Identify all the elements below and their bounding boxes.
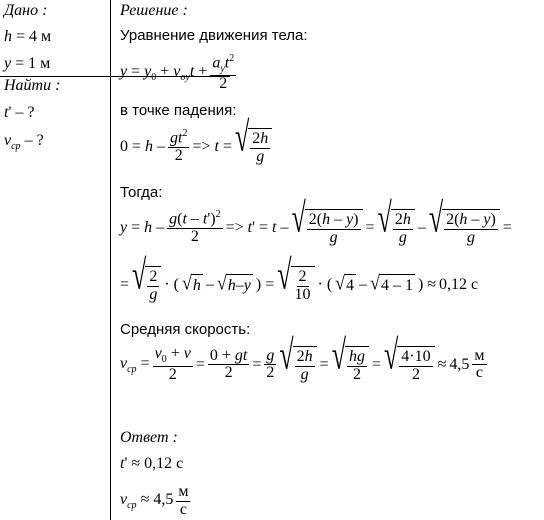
then-text: Тогда: <box>120 184 163 201</box>
eq-avg: $v_{ср}$ = $\frac{v_0 + v}{2}$ = $\frac{0 + gt}{2}$ = $\frac{g}{2}$ √ $\frac{2h}{g}$ = √ $\frac{hg}{2}$ = √ $\frac{4\cdot 10}{2}$ ≈ 4,5 $\frac{м}{с}$ <box>120 331 485 383</box>
motion-text: Уравнение движения тела: <box>120 27 308 44</box>
eq-then-2: = √ $\frac{2}{g}$ · ( √ h – √ h – y ) = √ $\frac{2}{10}$ · ( √ 4 – √ 4 – 1 ) ≈ 0,12 с <box>120 251 479 303</box>
given-title: Дано : <box>4 2 48 19</box>
solution-title: Решение : <box>120 2 188 19</box>
unit-m: м <box>474 346 485 364</box>
given-h: h = 4 м <box>4 28 52 45</box>
unit-s: с <box>475 364 484 382</box>
eq-then-1: y = h – $\frac{g(t - t')^2}{2}$ => t' = t – √ $\frac{2(h - y)}{g}$ = √ $\frac{2h}{g}$ – √ $\frac{2(h - y)}{g}$ = <box>120 194 512 246</box>
eq-fall: 0 = h – $\frac{gt^2}{2}$ => t = √ $\frac{2h}{g}$ <box>120 128 272 166</box>
result-t-value: 0,12 с <box>439 275 479 293</box>
answer-line-1: t' ≈ 0,12 с <box>120 455 184 472</box>
avg-text: Средняя скорость: <box>120 321 251 338</box>
answer-title: Ответ : <box>120 429 178 446</box>
fall-text: в точке падения: <box>120 102 237 119</box>
given-y: y = 1 м <box>4 55 51 72</box>
eq-motion: $y = y_0 + v_{oy}t$ + $\frac{a_yt^2}{2}$ <box>120 53 235 93</box>
vertical-divider <box>110 0 111 520</box>
find-title: Найти : <box>4 77 61 94</box>
find-v: $v_{ср}$ – ? <box>4 132 44 153</box>
find-t: t' – ? <box>4 104 35 121</box>
result-v-value: 4,5 <box>449 355 470 373</box>
answer-line-2: $v_{ср} \approx 4,5$ $\frac{м}{с}$ <box>120 483 189 518</box>
